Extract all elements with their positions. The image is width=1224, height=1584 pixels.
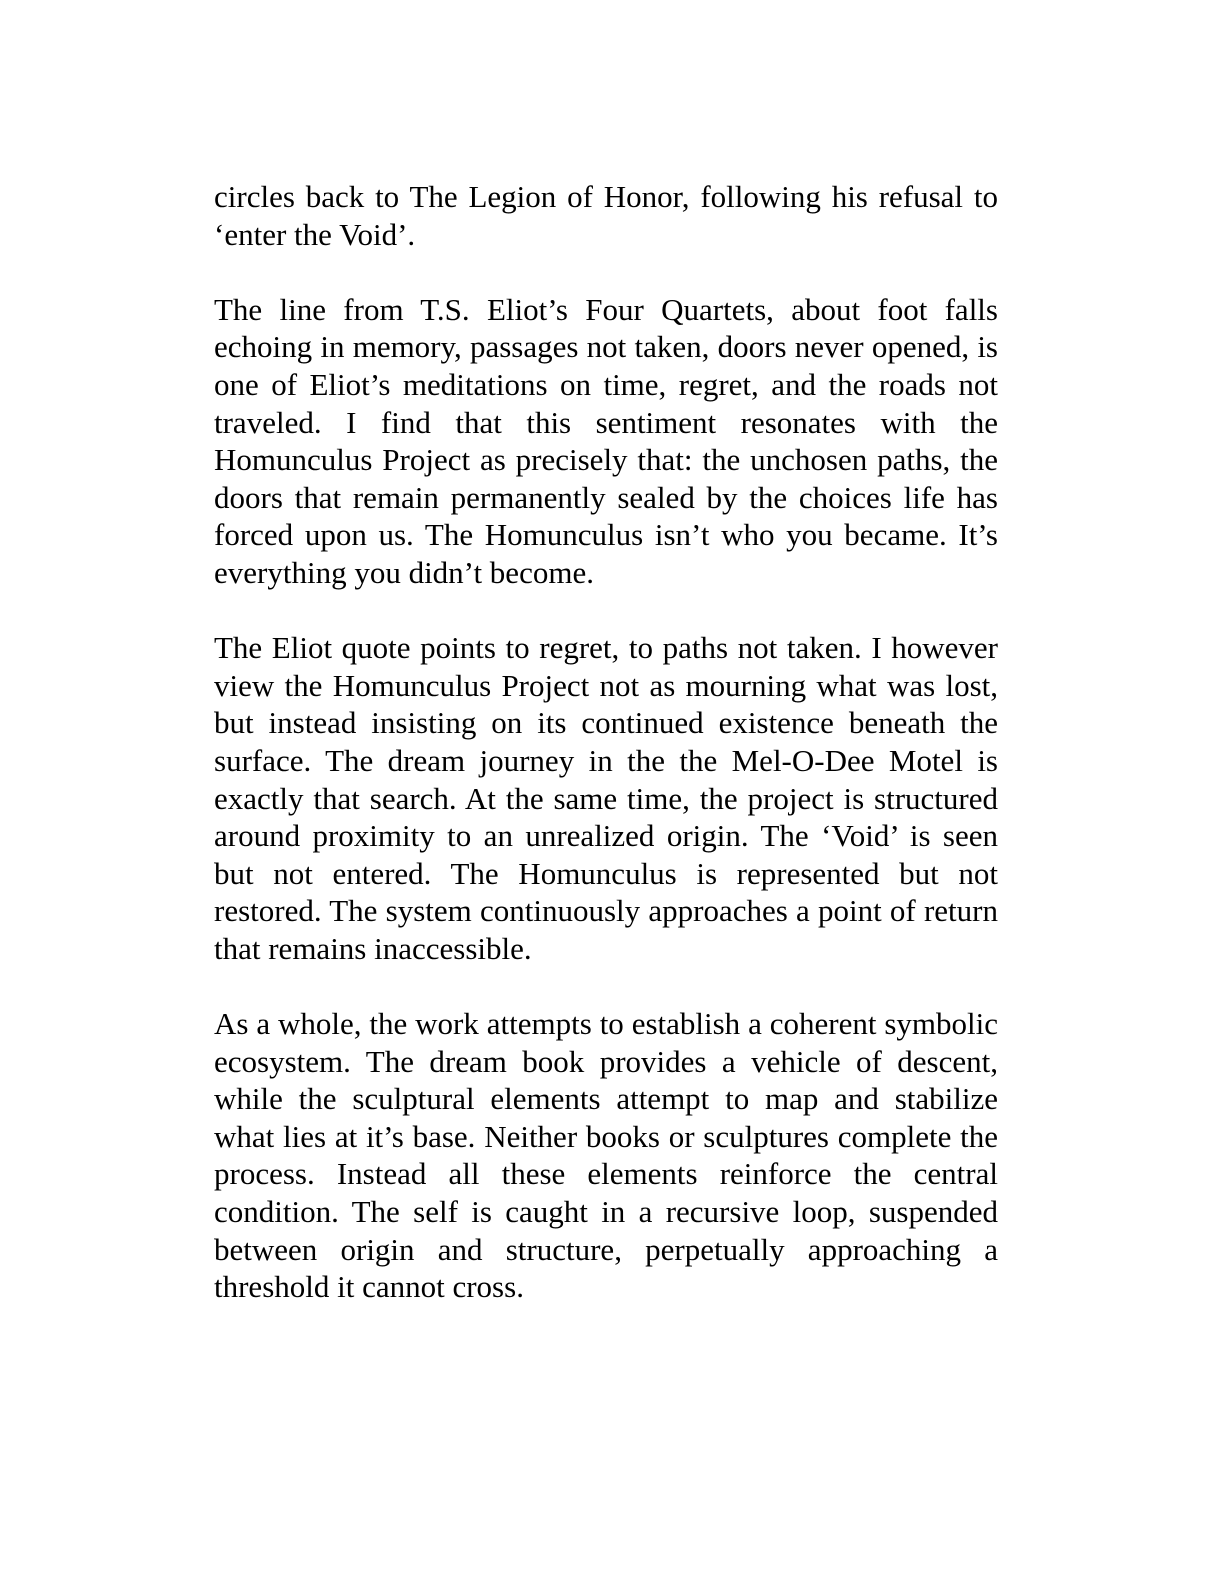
paragraph-2: The line from T.S. Eliot’s Four Quartets, about foot falls echoing in memory, passages not taken, doors never opened, is one of Eliot’s meditations on time, regret, and the roads not traveled. I find that this sentiment resonates with the Homunculus Project as precisely that: the unchosen paths, the doors that remain permanently sealed by the choices life has forced upon us. The Homunculus isn’t who you became. It’s everything you didn’t become. xyxy=(214,291,998,590)
paragraph-3: The Eliot quote points to regret, to paths not taken. I however view the Homunculus Project not as mourning what was lost, but instead insisting on its continued existence beneath the surface. The dream journey in the the Mel-O-Dee Motel is exactly that search. At the same time, the project is structured around proximity to an unrealized origin. The ‘Void’ is seen but not entered. The Homunculus is represented but not restored. The system continuously approaches a point of return that remains inaccessible. xyxy=(214,630,998,966)
paragraph-4: As a whole, the work attempts to establish a coherent symbolic ecosystem. The dream book provides a vehicle of descent, while the sculptural elements attempt to map and stabilize what lies at it’s base. Neither books or sculptures complete the process. Instead all these elements reinforce the central condition. The self is caught in a recursive loop, suspended between origin and structure, perpetually approaching a threshold it cannot cross. xyxy=(214,1006,998,1305)
body-text xyxy=(214,178,998,1306)
paragraph-1: circles back to The Legion of Honor, following his refusal to ‘enter the Void’. xyxy=(214,179,998,252)
